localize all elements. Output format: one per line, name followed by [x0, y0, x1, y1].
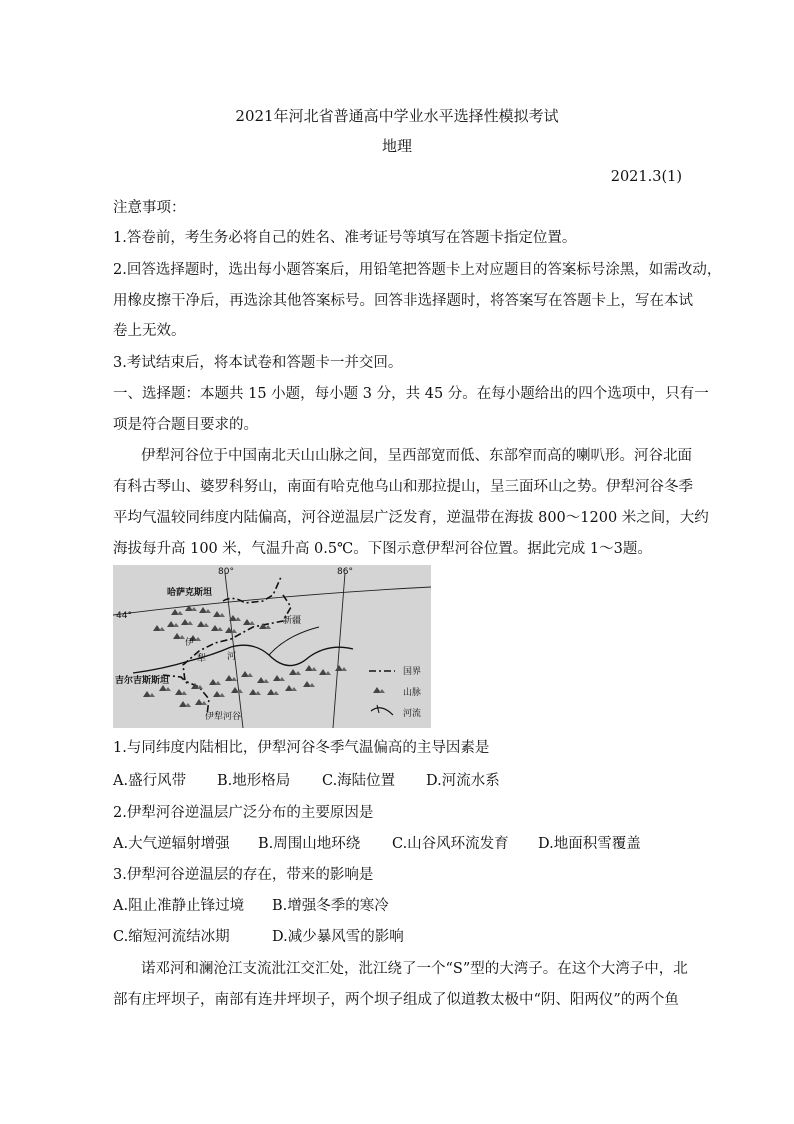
- passage-1-line-1: 伊犁河谷位于中国南北天山山脉之间，呈西部宽而低、东部窄而高的喇叭形。河谷北面: [141, 448, 692, 464]
- section-heading-line-2: 项是符合题目要求的。: [113, 417, 258, 433]
- passage-2-line-1: 诺邓河和澜沧江支流沘江交汇处，沘江绕了一个“S”型的大湾子。在这个大湾子中，北: [141, 961, 688, 977]
- question-2-stem: 2.伊犁河谷逆温层广泛分布的主要原因是: [113, 805, 374, 821]
- legend-border-label: 国界: [403, 667, 422, 677]
- river-label-he: 河: [227, 652, 237, 662]
- river-label-yi: 伊: [185, 638, 195, 648]
- notice-item-2-line-2: 用橡皮擦干净后，再选涂其他答案标号。回答非选择题时，将答案写在答题卡上，写在本试: [113, 293, 693, 309]
- question-1-option-a: A.盛行风带: [113, 773, 187, 789]
- notice-item-2-line-1: 2.回答选择题时，选出每小题答案后，用铅笔把答题卡上对应题目的答案标号涂黑，如需改动，: [113, 262, 722, 278]
- lon-86-label: 86°: [337, 567, 353, 577]
- kazakhstan-label: 哈萨克斯坦: [167, 588, 213, 598]
- valley-label: 伊犁河谷: [205, 712, 242, 722]
- question-3-option-b: B.增强冬季的寒冷: [272, 898, 389, 914]
- passage-1-line-2: 有科古琴山、婆罗科努山，南面有哈克他乌山和那拉提山，呈三面环山之势。伊犁河谷冬季: [113, 479, 693, 495]
- lon-80-label: 80°: [218, 567, 234, 577]
- lat-44-label: 44°: [116, 611, 132, 621]
- notice-item-2-line-3: 卷上无效。: [113, 323, 186, 339]
- question-3-option-a: A.阻止准静止锋过境: [113, 898, 245, 914]
- question-2-option-c: C.山谷风环流发育: [392, 836, 509, 852]
- legend-river-label: 河流: [403, 709, 422, 719]
- question-2-option-d: D.地面积雪覆盖: [538, 836, 641, 852]
- passage-2-line-2: 部有庄坪坝子，南部有连井坪坝子，两个坝子组成了似道教太极中“阴、阳两仪”的两个鱼: [113, 992, 679, 1008]
- legend-mountain-label: 山脉: [403, 688, 422, 698]
- question-3-stem: 3.伊犁河谷逆温层的存在，带来的影响是: [113, 867, 374, 883]
- notice-item-1: 1.答卷前，考生务必将自己的姓名、准考证号等填写在答题卡指定位置。: [113, 230, 577, 246]
- section-heading-line-1: 一、选择题：本题共 15 小题，每小题 3 分，共 45 分。在每小题给出的四个选项中，只有一: [113, 386, 709, 402]
- xinjiang-label: 新疆: [283, 616, 302, 626]
- notice-item-3: 3.考试结束后，将本试卷和答题卡一并交回。: [113, 355, 403, 371]
- exam-date: 2021.3(1): [610, 169, 682, 185]
- question-1-stem: 1.与同纬度内陆相比，伊犁河谷冬季气温偏高的主导因素是: [113, 740, 490, 756]
- kyrgyzstan-label: 吉尔吉斯斯坦: [115, 676, 170, 686]
- notice-heading: 注意事项：: [113, 200, 186, 216]
- question-2-option-b: B.周围山地环绕: [258, 836, 361, 852]
- river-label-li: 犁: [197, 654, 207, 664]
- question-1-option-d: D.河流水系: [426, 773, 500, 789]
- question-2-option-a: A.大气逆辐射增强: [113, 836, 230, 852]
- question-1-option-c: C.海陆位置: [322, 773, 396, 789]
- subject-title: 地理: [381, 137, 412, 155]
- question-3-option-c: C.缩短河流结冰期: [113, 929, 230, 945]
- yili-valley-map: [113, 565, 431, 728]
- question-1-option-b: B.地形格局: [217, 773, 291, 789]
- question-3-option-d: D.减少暴风雪的影响: [272, 929, 404, 945]
- map-svg: [113, 565, 431, 728]
- passage-1-line-3: 平均气温较同纬度内陆偏高，河谷逆温层广泛发育，逆温带在海拔 800～1200 米之间，大约: [113, 510, 709, 526]
- exam-title: 2021年河北省普通高中学业水平选择性模拟考试: [235, 107, 559, 125]
- passage-1-line-4: 海拔每升高 100 米，气温升高 0.5℃。下图示意伊犁河谷位置。据此完成 1～3题。: [113, 541, 652, 557]
